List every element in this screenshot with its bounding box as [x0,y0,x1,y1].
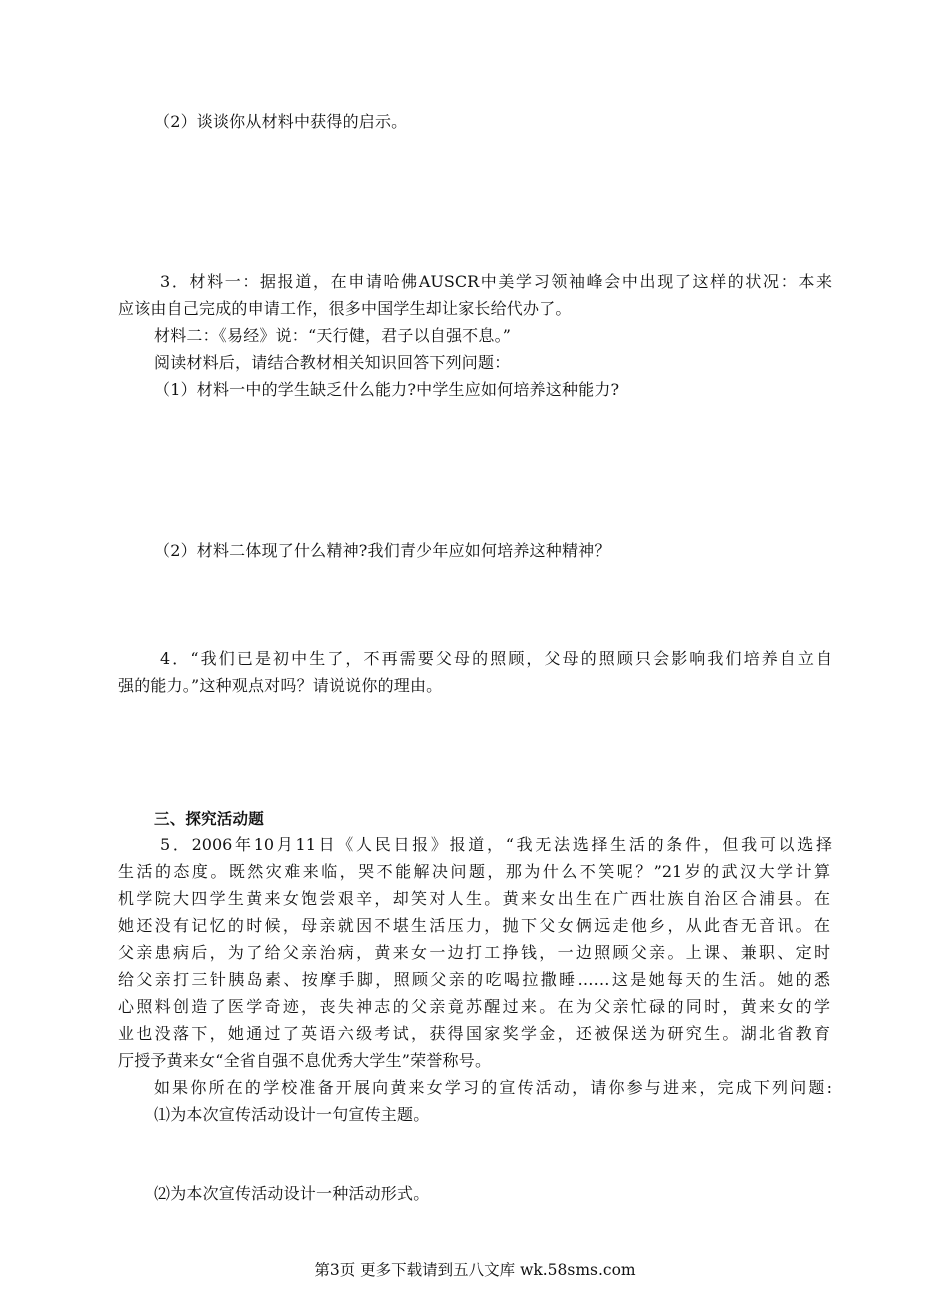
question-5-line-2: 生活的态度。既然灾难来临，哭不能解决问题，那为什么不笑呢？”21岁的武汉大学计算 [118,862,830,881]
question-5-line-7: 心照料创造了医学奇迹，丧失神志的父亲竟苏醒过来。在为父亲忙碌的同时，黄来女的学 [118,997,830,1016]
question-4-line-1: 4．“我们已是初中生了，不再需要父母的照顾，父母的照顾只会影响我们培养自立自 [160,649,832,668]
question-3-line-2: 应该由自己完成的申请工作，很多中国学生却让家长给代办了。 [118,299,572,318]
question-3-line-1: 3．材料一：据报道，在申请哈佛AUSCR中美学习领袖峰会中出现了这样的状况：本来 [160,272,832,291]
question-2-part-2: （2）谈谈你从材料中获得的启示。 [154,112,408,131]
question-5-line-8: 业也没落下，她通过了英语六级考试，获得国家奖学金，还被保送为研究生。湖北省教育 [118,1024,830,1043]
question-5-line-1: 5．2006年10月11日《人民日报》报道，“我无法选择生活的条件，但我可以选择 [160,835,832,854]
question-3-sub-1: （1）材料一中的学生缺乏什么能力?中学生应如何培养这种能力? [154,380,620,399]
question-5-sub-2: ⑵为本次宣传活动设计一种活动形式。 [154,1184,430,1203]
question-5-line-9: 厅授予黄来女“全省自强不息优秀大学生”荣誉称号。 [118,1051,492,1070]
question-5-line-6: 给父亲打三针胰岛素、按摩手脚，照顾父亲的吃喝拉撒睡……这是她每天的生活。她的悉 [118,970,830,989]
question-3-material-2: 材料二：《易经》说：“天行健，君子以自强不息。” [154,326,512,345]
question-3-instruction: 阅读材料后，请结合教材相关知识回答下列问题： [154,353,511,372]
question-5-line-3: 机学院大四学生黄来女饱尝艰辛，却笑对人生。黄来女出生在广西壮族自治区合浦县。在 [118,889,830,908]
question-5-sub-1: ⑴为本次宣传活动设计一句宣传主题。 [154,1105,430,1124]
question-5-line-5: 父亲患病后，为了给父亲治病，黄来女一边打工挣钱，一边照顾父亲。上课、兼职、定时 [118,943,830,962]
page-footer: 第3页 更多下载请到五八文库 wk.58sms.com [314,1261,636,1279]
question-3-sub-2: （2）材料二体现了什么精神?我们青少年应如何培养这种精神？ [154,541,611,560]
question-5-line-4: 她还没有记忆的时候，母亲就因不堪生活压力，抛下父女俩远走他乡，从此杳无音讯。在 [118,916,830,935]
question-5-instruction: 如果你所在的学校准备开展向黄来女学习的宣传活动，请你参与进来，完成下列问题: [154,1078,832,1097]
question-4-line-2: 强的能力。”这种观点对吗？请说说你的理由。 [118,676,443,695]
section-3-heading: 三、探究活动题 [154,810,264,828]
